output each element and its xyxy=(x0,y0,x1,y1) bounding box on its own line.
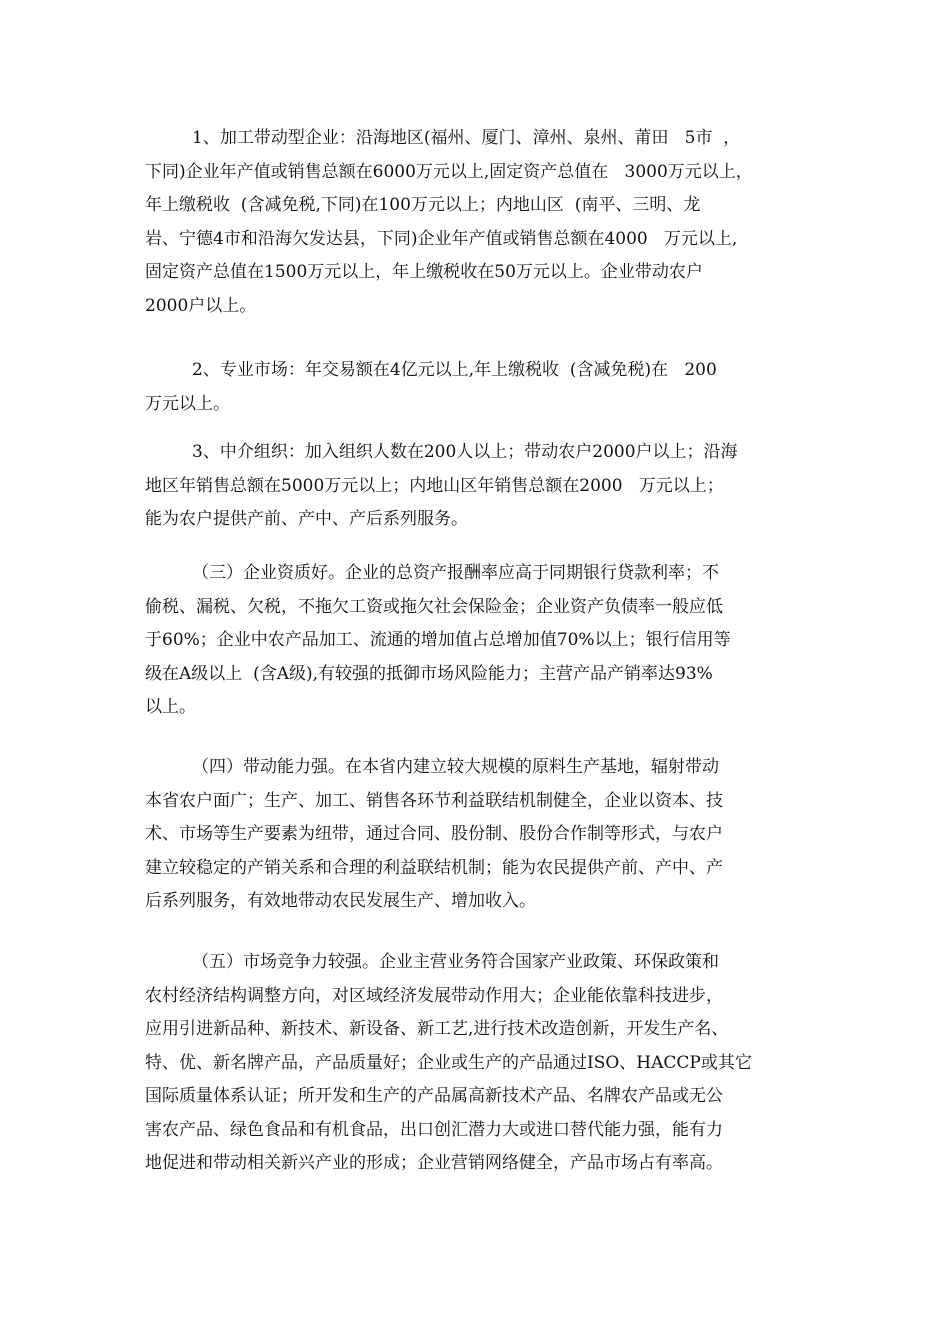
paragraph-line: 下同)企业年产值或销售总额在6000万元以上,固定资产总值在 3000万元以上， xyxy=(145,161,753,182)
paragraph-line: 于60%；企业中农产品加工、流通的增加值占总增加值70%以上；银行信用等 xyxy=(145,630,731,650)
paragraph-enterprise-qualification xyxy=(145,557,825,725)
paragraph-line: 建立较稳定的产销关系和合理的利益联结机制；能为农民提供产前、产中、产 xyxy=(145,857,723,878)
paragraph-line: 偷税、漏税、欠税，不拖欠工资或拖欠社会保险金；企业资产负债率一般应低 xyxy=(145,596,723,617)
paragraph-driving-capacity xyxy=(145,751,825,919)
paragraph-line: 岩、宁德4市和沿海欠发达县，下同)企业年产值或销售总额在4000 万元以上, xyxy=(145,228,738,249)
paragraph-line: 术、市场等生产要素为纽带，通过合同、股份制、股份合作制等形式，与农户 xyxy=(145,824,723,844)
paragraph-line: 特、优、新名牌产品，产品质量好；企业或生产的产品通过ISO、HACCP或其它 xyxy=(145,1052,752,1073)
paragraph-line: 后系列服务，有效地带动农民发展生产、增加收入。 xyxy=(145,891,536,911)
paragraph-line: 地促进和带动相关新兴产业的形成；企业营销网络健全，产品市场占有率高。 xyxy=(145,1153,723,1173)
paragraph-line: 3、中介组织：加入组织人数在200人以上；带动农户2000户以上；沿海 xyxy=(192,442,738,462)
paragraph-line: 1、加工带动型企业：沿海地区(福州、厦门、漳州、泉州、莆田 5市 ， xyxy=(192,128,741,148)
paragraph-specialized-market xyxy=(145,354,825,421)
paragraph-intermediary-organization xyxy=(145,436,825,537)
paragraph-line: （五）市场竞争力较强。企业主营业务符合国家产业政策、环保政策和 xyxy=(192,952,719,972)
paragraph-line: 级在A级以上 (含A级),有较强的抵御市场风险能力；主营产品产销率达93% xyxy=(145,663,713,684)
paragraph-line: 2000户以上。 xyxy=(145,295,257,316)
paragraph-line: 国际质量体系认证；所开发和生产的产品属高新技术产品、名牌农产品或无公 xyxy=(145,1086,723,1106)
paragraph-line: 本省农户面广；生产、加工、销售各环节利益联结机制健全，企业以资本、技 xyxy=(145,790,723,811)
paragraph-line: 2、专业市场：年交易额在4亿元以上,年上缴税收 (含减免税)在 200 xyxy=(192,360,717,380)
paragraph-line: 害农产品、绿色食品和有机食品，出口创汇潜力大或进口替代能力强，能有力 xyxy=(145,1119,723,1140)
paragraph-line: 年上缴税收 (含减免税,下同)在100万元以上；内地山区 (南平、三明、龙 xyxy=(145,195,701,215)
paragraph-line: 农村经济结构调整方向，对区域经济发展带动作用大；企业能依靠科技进步， xyxy=(145,985,723,1006)
paragraph-line: 应用引进新品种、新技术、新设备、新工艺,进行技术改造创新，开发生产名、 xyxy=(145,1019,729,1039)
paragraph-line: （三）企业资质好。企业的总资产报酬率应高于同期银行贷款利率；不 xyxy=(192,563,719,583)
paragraph-line: （四）带动能力强。在本省内建立较大规模的原料生产基地，辐射带动 xyxy=(192,757,719,777)
paragraph-market-competitiveness xyxy=(145,946,825,1181)
paragraph-processing-enterprise xyxy=(145,122,825,323)
paragraph-line: 万元以上。 xyxy=(145,393,230,414)
paragraph-line: 以上。 xyxy=(145,697,196,717)
paragraph-line: 地区年销售总额在5000万元以上；内地山区年销售总额在2000 万元以上； xyxy=(145,475,724,496)
paragraph-line: 固定资产总值在1500万元以上，年上缴税收在50万元以上。企业带动农户 xyxy=(145,262,703,282)
paragraph-line: 能为农户提供产前、产中、产后系列服务。 xyxy=(145,509,468,529)
